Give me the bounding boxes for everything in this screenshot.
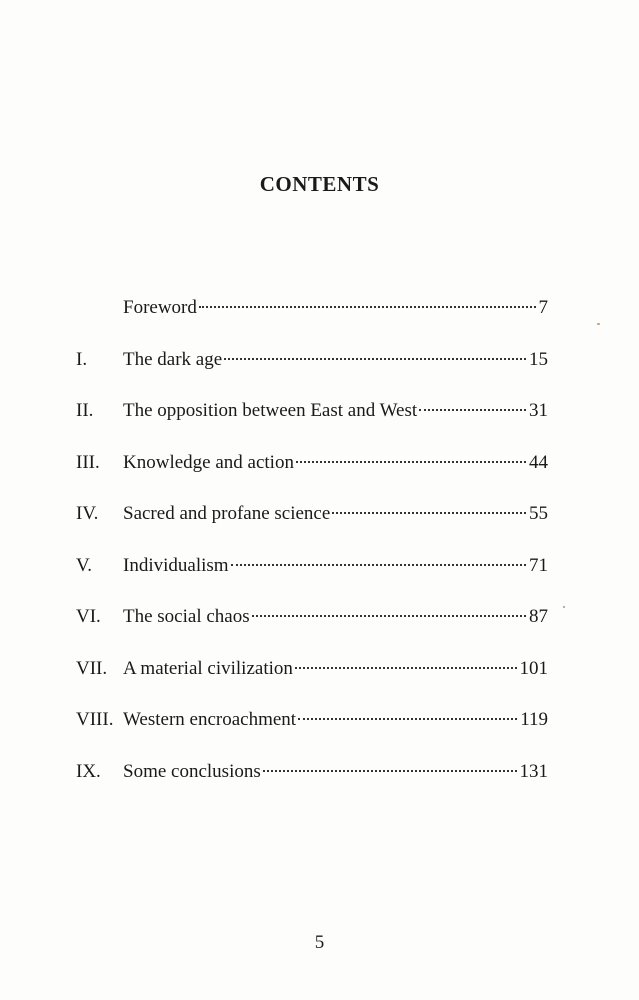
dot-leader	[419, 409, 526, 411]
toc-entry-title: Individualism	[123, 554, 229, 576]
paper-speck	[563, 606, 565, 608]
toc-entry-chapter-3	[76, 449, 548, 501]
toc-entry-chapter-1	[76, 346, 548, 398]
toc-entry-foreword	[76, 294, 548, 346]
toc-entry-title: The dark age	[123, 348, 223, 370]
toc-entry-chapter-9	[76, 758, 548, 810]
toc-entry-chapter-5	[76, 552, 548, 604]
toc-entry-title: Western encroachment	[123, 709, 297, 730]
toc-entry-page: 7	[538, 297, 548, 318]
dot-leader	[296, 461, 526, 463]
toc-entry-title: Sacred and profane science	[123, 503, 331, 524]
toc-entry-title: Knowledge and action	[123, 451, 294, 473]
table-of-contents	[76, 294, 548, 809]
toc-entry-title: Some conclusions	[123, 760, 261, 782]
toc-entry-number: III.	[76, 451, 100, 473]
toc-entry-title: A material civilization	[123, 657, 293, 679]
toc-entry-number: IX.	[76, 760, 101, 782]
toc-entry-number: VIII.	[76, 709, 114, 730]
dot-leader	[199, 306, 536, 308]
toc-entry-page: 44	[529, 451, 548, 473]
page-number: 5	[314, 932, 325, 953]
contents-heading: CONTENTS	[259, 172, 380, 196]
toc-entry-number: VI.	[76, 606, 101, 627]
toc-entry-number: II.	[76, 400, 94, 421]
toc-entry-page: 119	[520, 709, 548, 730]
toc-entry-page: 15	[529, 348, 548, 370]
toc-entry-page: 55	[529, 503, 548, 524]
toc-entry-chapter-7	[76, 655, 548, 707]
toc-entry-chapter-4	[76, 500, 548, 552]
paper-speck	[597, 323, 600, 325]
toc-entry-chapter-2	[76, 397, 548, 449]
toc-entry-number: V.	[76, 554, 93, 576]
toc-entry-number: IV.	[76, 503, 99, 524]
dot-leader	[295, 667, 517, 669]
toc-entry-page: 131	[519, 760, 548, 782]
toc-entry-number: VII.	[76, 657, 108, 679]
dot-leader	[298, 718, 517, 720]
toc-entry-title: The social chaos	[123, 606, 250, 627]
toc-entry-page: 71	[529, 554, 548, 576]
dot-leader	[231, 564, 526, 566]
dot-leader	[263, 770, 517, 772]
toc-entry-page: 101	[519, 657, 548, 679]
toc-entry-page: 87	[529, 606, 548, 627]
toc-entry-title: The opposition between East and West	[123, 400, 418, 421]
dot-leader	[252, 615, 526, 617]
toc-entry-chapter-6	[76, 603, 548, 655]
toc-entry-chapter-8	[76, 706, 548, 758]
dot-leader	[332, 512, 526, 514]
toc-entry-title: Foreword	[123, 297, 197, 318]
toc-entry-page: 31	[529, 400, 548, 421]
dot-leader	[224, 358, 526, 360]
toc-entry-number: I.	[76, 348, 88, 370]
